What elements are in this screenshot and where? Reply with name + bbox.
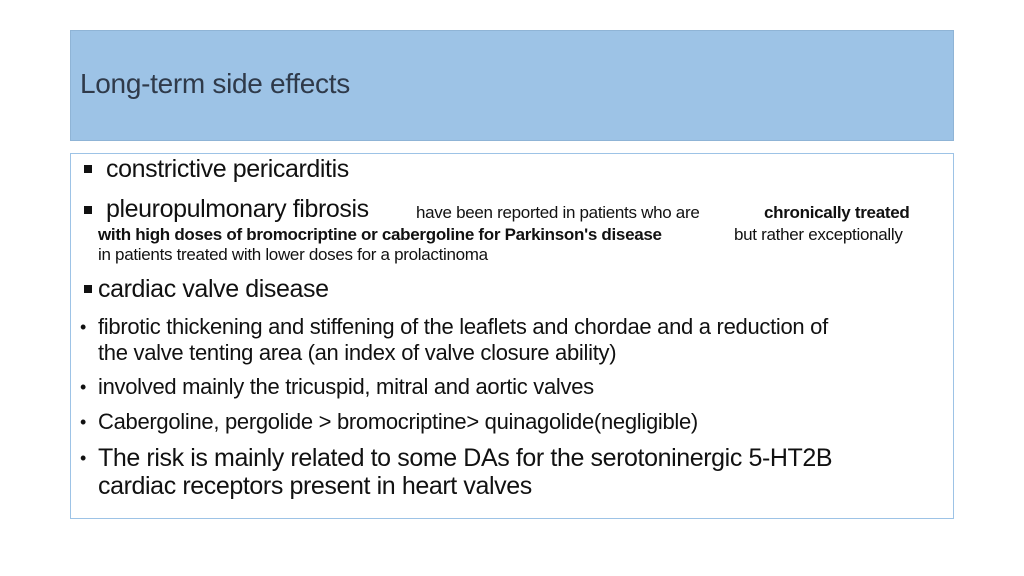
- bullet-text-reported: have been reported in patients who are: [416, 203, 700, 222]
- round-bullet-icon: •: [80, 317, 87, 337]
- square-bullet-icon: [84, 206, 92, 214]
- bullet-text-constrictive-pericarditis: constrictive pericarditis: [106, 155, 349, 183]
- bullet-text-prolactinoma: in patients treated with lower doses for a prolactinoma: [98, 245, 488, 264]
- bullet-text-cardiac-valve-disease: cardiac valve disease: [98, 275, 329, 303]
- slide-title: Long-term side effects: [80, 68, 350, 99]
- bullet-text-involved-valves: involved mainly the tricuspid, mitral and aortic valves: [98, 374, 594, 399]
- bullet-text-cabergoline: Cabergoline, pergolide > bromocriptine> quinagolide(negligible): [98, 409, 698, 434]
- bullet-text-high-doses: with high doses of bromocriptine or cabergoline for Parkinson's disease: [98, 225, 662, 244]
- bullet-text-pleuropulmonary-fibrosis: pleuropulmonary fibrosis: [106, 195, 369, 223]
- content-box: [70, 153, 954, 519]
- bullet-text-chronically-treated: chronically treated: [764, 203, 910, 222]
- bullet-text-risk-line2: cardiac receptors present in heart valves: [98, 472, 532, 500]
- round-bullet-icon: •: [80, 448, 87, 468]
- bullet-text-fibrotic-line2: the valve tenting area (an index of valve closure ability): [98, 340, 617, 365]
- round-bullet-icon: •: [80, 377, 87, 397]
- round-bullet-icon: •: [80, 412, 87, 432]
- bullet-text-risk-line1: The risk is mainly related to some DAs for the serotoninergic 5-HT2B: [98, 444, 833, 472]
- square-bullet-icon: [84, 285, 92, 293]
- bullet-text-fibrotic-line1: fibrotic thickening and stiffening of the leaflets and chordae and a reduction of: [98, 314, 828, 339]
- bullet-text-exceptionally: but rather exceptionally: [734, 225, 903, 244]
- square-bullet-icon: [84, 165, 92, 173]
- title-box: [70, 30, 954, 141]
